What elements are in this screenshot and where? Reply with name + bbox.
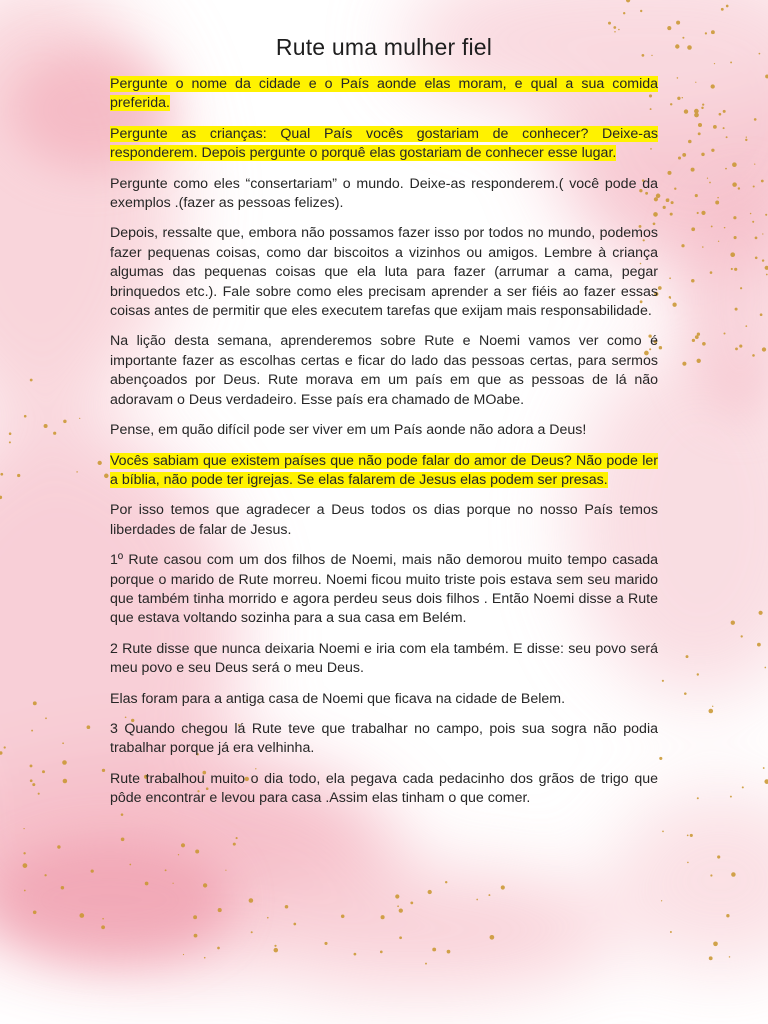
gold-speckle <box>670 213 673 216</box>
gold-speckle <box>623 12 625 14</box>
gold-speckle <box>764 667 766 669</box>
gold-speckle <box>735 308 738 311</box>
gold-speckle <box>742 786 744 788</box>
gold-speckle <box>678 156 681 159</box>
gold-speckle <box>740 287 742 289</box>
gold-speckle <box>687 862 689 864</box>
gold-speckle <box>38 793 40 795</box>
paragraph <box>110 640 658 679</box>
gold-speckle <box>432 948 436 952</box>
gold-speckle <box>399 908 403 912</box>
gold-speckle <box>730 252 735 257</box>
gold-speckle <box>274 948 279 953</box>
gold-speckle <box>717 197 719 199</box>
gold-speckle <box>709 182 711 184</box>
gold-speckle <box>61 886 64 889</box>
gold-speckle <box>476 899 478 901</box>
gold-speckle <box>702 246 704 248</box>
gold-speckle <box>667 171 671 175</box>
gold-speckle <box>746 137 747 138</box>
gold-speckle <box>181 843 185 847</box>
gold-speckle <box>762 233 763 234</box>
gold-speckle <box>724 227 726 229</box>
gold-speckle <box>381 915 385 919</box>
gold-speckle <box>730 61 732 63</box>
gold-speckle <box>697 359 701 363</box>
highlighted-text: Pergunte o nome da cidade e o País aonde elas moram, e qual a sua comida preferida. <box>110 76 658 112</box>
gold-speckle <box>752 354 755 357</box>
paragraph-text: 1º Rute casou com um dos filhos de Noemi, mais não demorou muito tempo casada porque o marido de Rute morreu. Noemi ficou muito triste pois estava sem seu marido que também tinha morrido e agora perdeu seus dois filhos . Então Noemi disse a Rute que estava voltando sozinha para a sua casa em Belém. <box>110 552 658 627</box>
gold-speckle <box>274 945 276 947</box>
gold-speckle <box>726 5 729 8</box>
gold-speckle <box>695 194 698 197</box>
gold-speckle <box>172 883 173 884</box>
gold-speckle <box>193 915 197 919</box>
gold-speckle <box>488 894 490 896</box>
gold-speckle <box>662 680 664 682</box>
gold-speckle <box>691 168 695 172</box>
gold-speckle <box>723 110 726 113</box>
gold-speckle <box>45 717 47 719</box>
paragraph <box>110 332 658 410</box>
gold-speckle <box>708 709 713 714</box>
gold-speckle <box>709 956 713 960</box>
gold-speckle <box>79 913 84 918</box>
gold-speckle <box>764 779 768 784</box>
paragraph-text: 2 Rute disse que nunca deixaria Noemi e iria com ela também. E disse: seu povo será meu povo e seu Deus será o meu Deus. <box>110 640 658 677</box>
gold-speckle <box>710 271 713 274</box>
gold-speckle <box>741 635 743 637</box>
gold-speckle <box>675 44 679 48</box>
gold-speckle <box>711 84 715 88</box>
gold-speckle <box>717 855 720 858</box>
gold-speckle <box>691 279 695 283</box>
paragraph <box>110 720 658 759</box>
gold-speckle <box>33 911 37 915</box>
gold-speckle <box>53 432 56 435</box>
gold-speckle <box>397 905 399 907</box>
gold-speckle <box>687 835 689 837</box>
paragraph-text: Pergunte como eles “consertariam” o mundo. Deixe-as responderem.( você pode da exemplos .(fazer as pessoas felizes). <box>110 175 658 212</box>
gold-speckle <box>101 925 105 929</box>
gold-speckle <box>711 30 715 34</box>
gold-speckle <box>726 914 729 917</box>
gold-speckle <box>490 935 495 940</box>
gold-speckle <box>732 182 737 187</box>
paragraph <box>110 501 658 540</box>
gold-speckle <box>671 201 674 204</box>
gold-speckle <box>91 869 94 872</box>
gold-speckle <box>102 918 104 920</box>
gold-speckle <box>410 902 413 905</box>
gold-speckle <box>30 379 33 382</box>
document-page <box>110 34 658 820</box>
document-body <box>110 75 658 809</box>
gold-speckle <box>129 864 131 866</box>
paragraph <box>110 690 658 709</box>
gold-speckle <box>165 869 167 871</box>
paragraph <box>110 175 658 214</box>
gold-speckle <box>62 742 64 744</box>
gold-speckle <box>759 53 761 55</box>
gold-speckle <box>30 779 33 782</box>
gold-speckle <box>24 415 27 418</box>
gold-speckle <box>104 474 109 479</box>
gold-speckle <box>763 767 765 769</box>
gold-speckle <box>249 898 254 903</box>
gold-speckle <box>765 214 767 216</box>
gold-speckle <box>682 153 686 157</box>
gold-speckle <box>203 883 207 887</box>
gold-speckle <box>682 97 683 98</box>
gold-speckle <box>204 957 206 959</box>
gold-speckle <box>711 225 713 227</box>
gold-speckle <box>695 82 696 83</box>
gold-speckle <box>745 325 747 327</box>
paragraph-text: Pense, em quão difícil pode ser viver em um País aonde não adora a Deus! <box>110 422 587 439</box>
gold-speckle <box>640 10 642 12</box>
paragraph <box>110 452 658 491</box>
gold-speckle <box>17 474 20 477</box>
gold-speckle <box>766 274 768 276</box>
paragraph <box>110 551 658 629</box>
gold-speckle <box>618 29 620 31</box>
gold-speckle <box>697 797 699 799</box>
gold-speckle <box>697 212 699 214</box>
gold-speckle <box>30 764 33 767</box>
gold-speckle <box>9 432 12 435</box>
gold-speckle <box>672 303 676 307</box>
gold-speckle <box>686 655 689 658</box>
gold-speckle <box>33 701 37 705</box>
gold-speckle <box>762 347 766 351</box>
gold-speckle <box>380 951 383 954</box>
gold-speckle <box>718 241 719 242</box>
gold-speckle <box>721 8 724 11</box>
gold-speckle <box>681 244 684 247</box>
paragraph-text: Rute trabalhou muito o dia todo, ela pegava cada pedacinho dos grãos de trigo que pôde encontrar e levou para casa .Assim elas tinham o que comer. <box>110 770 658 807</box>
gold-speckle <box>688 140 692 144</box>
gold-speckle <box>734 236 737 239</box>
gold-speckle <box>713 125 717 129</box>
gold-speckle <box>711 149 714 152</box>
paragraph-text: Elas foram para a antiga casa de Noemi que ficava na cidade de Belem. <box>110 690 566 707</box>
paragraph-text: 3 Quando chegou lá Rute teve que trabalhar no campo, pois sua sogra não podia trabalhar porque já era velhinha. <box>110 720 658 757</box>
gold-speckle <box>714 63 715 64</box>
gold-speckle <box>682 37 684 39</box>
gold-speckle <box>684 109 688 113</box>
gold-speckle <box>684 692 687 695</box>
gold-speckle <box>677 97 680 100</box>
gold-speckle <box>697 673 699 675</box>
gold-speckle <box>667 26 671 30</box>
gold-speckle <box>445 881 447 883</box>
gold-speckle <box>217 947 220 950</box>
gold-speckle <box>669 277 671 279</box>
gold-speckle <box>447 950 451 954</box>
gold-speckle <box>659 346 662 349</box>
gold-speckle <box>757 643 761 647</box>
gold-speckle <box>735 347 738 350</box>
gold-speckle <box>719 113 722 116</box>
gold-speckle <box>733 216 736 219</box>
gold-speckle <box>44 874 46 876</box>
gold-speckle <box>285 905 289 909</box>
gold-speckle <box>57 845 60 848</box>
gold-speckle <box>195 850 199 854</box>
gold-speckle <box>31 730 33 732</box>
gold-speckle <box>698 132 701 135</box>
gold-speckle <box>682 362 686 366</box>
gold-speckle <box>79 418 80 419</box>
gold-speckle <box>87 725 91 729</box>
gold-speckle <box>32 783 35 786</box>
gold-speckle <box>677 77 679 79</box>
gold-speckle <box>726 136 728 138</box>
gold-speckle <box>707 178 708 179</box>
gold-speckle <box>761 180 764 183</box>
paragraph <box>110 125 658 164</box>
gold-speckle <box>613 26 616 29</box>
gold-speckle <box>614 31 616 33</box>
gold-speckle <box>608 22 611 25</box>
gold-speckle <box>670 103 672 105</box>
gold-speckle <box>267 917 269 919</box>
gold-speckle <box>739 345 742 348</box>
gold-speckle <box>62 760 67 765</box>
gold-speckle <box>121 837 125 841</box>
gold-speckle <box>731 621 735 625</box>
gold-speckle <box>425 963 427 965</box>
gold-speckle <box>501 885 505 889</box>
gold-speckle <box>734 268 737 271</box>
gold-speckle <box>687 45 692 50</box>
gold-speckle <box>236 837 238 839</box>
gold-speckle <box>354 953 357 956</box>
gold-speckle <box>730 796 732 798</box>
gold-speckle <box>762 259 764 261</box>
gold-speckle <box>102 769 105 772</box>
gold-speckle <box>218 908 222 912</box>
gold-speckle <box>674 188 676 190</box>
paragraph-text: Depois, ressalte que, embora não possamos fazer isso por todos no mundo, podemos fazer pequenas coisas, como dar biscoitos a vizinhos ou amigos. Lembre à criança algumas das pequenas coisas que ela luta para fazer (arrumar a cama, pegar brinquedos etc.). Fale sobre como eles precisam aprender a ser fiéis ao fazer essas coisas antes de permitir que eles executem tarefas que exijam mais responsabilidade. <box>110 225 658 320</box>
gold-speckle <box>24 890 26 892</box>
gold-speckle <box>731 872 736 877</box>
gold-speckle <box>658 286 662 290</box>
gold-speckle <box>698 123 702 127</box>
gold-speckle <box>723 127 725 129</box>
gold-speckle <box>754 118 757 121</box>
highlighted-text: Pergunte as crianças: Qual País vocês gostariam de conhecer? Deixe-as responderem. Depois pergunte o porquê elas gostariam de conhecer esse lugar. <box>110 125 658 162</box>
document-title: Rute uma mulher fiel <box>275 34 493 60</box>
gold-speckle <box>428 890 432 894</box>
gold-speckle <box>676 21 680 25</box>
paragraph <box>110 770 658 809</box>
gold-speckle <box>23 852 25 854</box>
gold-speckle <box>9 441 11 443</box>
gold-speckle <box>745 139 747 141</box>
gold-speckle <box>701 153 704 156</box>
gold-speckle <box>691 227 695 231</box>
gold-speckle <box>725 168 727 170</box>
gold-speckle <box>755 256 758 259</box>
gold-speckle <box>42 770 45 773</box>
gold-speckle <box>731 268 733 270</box>
gold-speckle <box>395 894 399 898</box>
gold-speckle <box>723 332 725 334</box>
gold-speckle <box>659 757 662 760</box>
gold-speckle <box>76 471 78 473</box>
gold-speckle <box>663 206 666 209</box>
gold-speckle <box>755 237 758 240</box>
paragraph <box>110 224 658 321</box>
gold-speckle <box>712 706 713 707</box>
gold-speckle <box>293 923 296 926</box>
gold-speckle <box>23 828 24 829</box>
gold-speckle <box>729 956 731 958</box>
gold-speckle <box>702 104 704 106</box>
gold-speckle <box>754 163 755 164</box>
gold-speckle <box>145 882 149 886</box>
gold-speckle <box>98 461 102 465</box>
paragraph-text: Por isso temos que agradecer a Deus todos os dias porque no nosso País temos liberdades de falar de Jesus. <box>110 502 658 538</box>
gold-speckle <box>63 420 66 423</box>
paragraph-text: Na lição desta semana, aprenderemos sobre Rute e Noemi vamos ver como é importante fazer as escolhas certas e ficar do lado das pessoas certas, para sermos abençoados por Deus. Rute morava em um país em que as pessoas de lá não adoravam o Deus verdadeiro. Esse país era chamado de MOabe. <box>110 333 658 408</box>
gold-speckle <box>701 107 703 109</box>
gold-speckle <box>713 941 718 946</box>
gold-speckle <box>732 162 737 167</box>
highlighted-text: Vocês sabiam que existem países que não pode falar do amor de Deus? Não pode ler a bíblia, não pode ter igrejas. Se elas falarem de Jesus elas podem ser presas. <box>110 452 658 488</box>
gold-speckle <box>692 339 695 342</box>
gold-speckle <box>661 900 662 901</box>
gold-speckle <box>715 201 719 205</box>
gold-speckle <box>753 185 755 187</box>
gold-speckle <box>251 931 253 933</box>
gold-speckle <box>710 874 712 876</box>
gold-speckle <box>194 934 198 938</box>
gold-speckle <box>63 779 68 784</box>
gold-speckle <box>668 199 669 200</box>
gold-speckle <box>752 221 754 223</box>
gold-speckle <box>324 942 327 945</box>
gold-speckle <box>662 831 664 833</box>
gold-speckle <box>670 931 672 933</box>
gold-speckle <box>225 870 226 871</box>
gold-speckle <box>701 211 705 215</box>
gold-speckle <box>760 313 763 316</box>
gold-speckle <box>233 843 236 846</box>
paragraph <box>110 75 658 114</box>
gold-speckle <box>702 342 706 346</box>
gold-speckle <box>0 473 3 476</box>
gold-speckle <box>341 915 345 919</box>
gold-speckle <box>750 213 752 215</box>
gold-speckle <box>759 611 763 615</box>
gold-speckle <box>669 296 671 298</box>
gold-speckle <box>44 424 48 428</box>
gold-speckle <box>4 746 6 748</box>
gold-speckle <box>695 335 699 339</box>
gold-speckle <box>738 187 740 189</box>
gold-speckle <box>23 863 28 868</box>
gold-speckle <box>694 109 699 114</box>
gold-speckle <box>178 854 179 855</box>
gold-speckle <box>690 834 693 837</box>
gold-speckle <box>705 32 707 34</box>
gold-speckle <box>183 954 184 955</box>
paragraph <box>110 421 658 440</box>
gold-speckle <box>399 936 402 939</box>
